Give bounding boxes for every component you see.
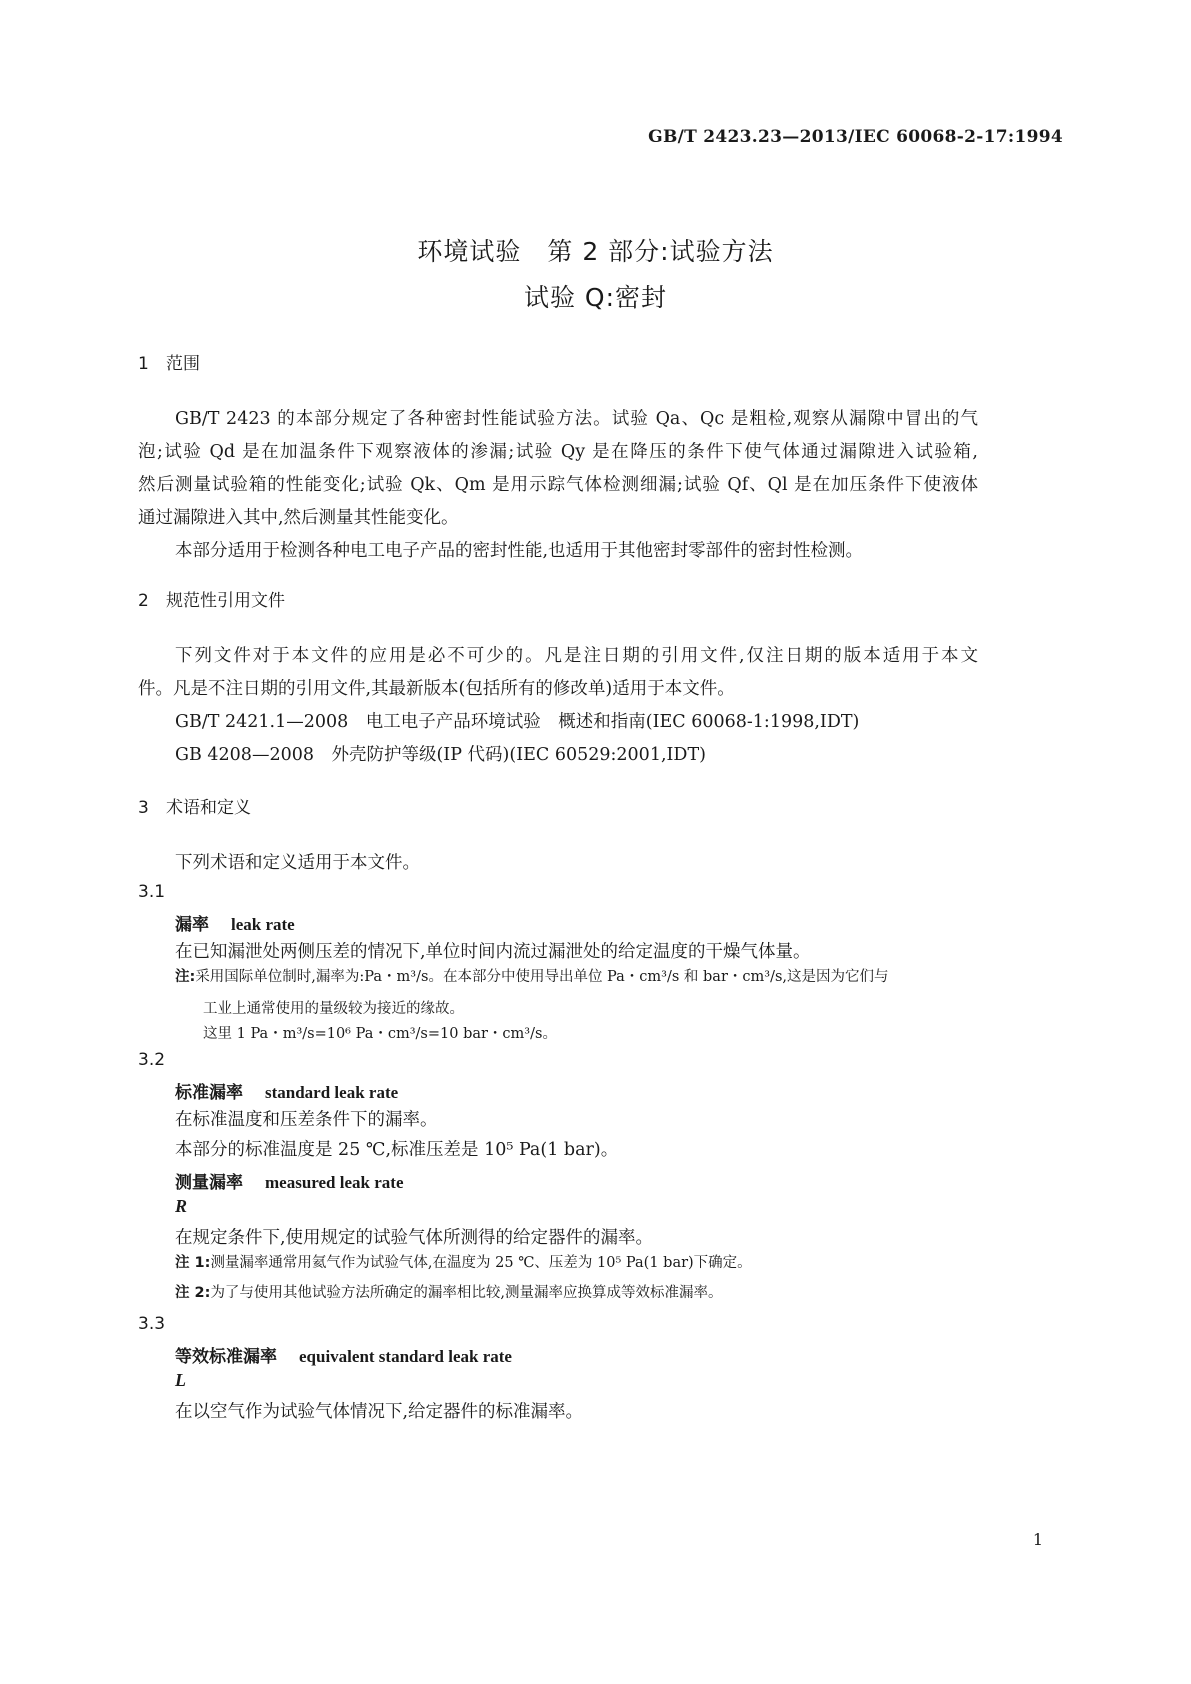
- term-english: standard leak rate: [265, 1083, 399, 1102]
- term-symbol: R: [175, 1196, 188, 1216]
- standard-code-header: GB/T 2423.23—2013/IEC 60068-2-17:1994: [648, 127, 1063, 147]
- term-standard-leak-rate: [175, 1078, 398, 1103]
- paragraph-line: 件。凡是不注日期的引用文件,其最新版本(包括所有的修改单)适用于本文件。: [138, 679, 735, 699]
- paragraph-line: 本部分适用于检测各种电工电子产品的密封性能,也适用于其他密封零部件的密封性检测。: [175, 541, 864, 561]
- term-chinese: 测量漏率: [175, 1173, 243, 1193]
- document-title-line2: 试验 Q:密封: [523, 283, 668, 312]
- definition-text: 在标准温度和压差条件下的漏率。: [175, 1110, 438, 1130]
- term-equivalent-standard-leak-rate: [175, 1342, 512, 1367]
- section-number: 2: [138, 591, 149, 611]
- reference-item: GB/T 2421.1—2008 电工电子产品环境试验 概述和指南(IEC 60068-1:1998,IDT): [175, 712, 860, 732]
- section-1-heading: [138, 349, 200, 374]
- page-number: 1: [1032, 1530, 1043, 1549]
- definition-text: 在已知漏泄处两侧压差的情况下,单位时间内流过漏泄处的给定温度的干燥气体量。: [175, 942, 811, 962]
- term-leak-rate: [175, 910, 295, 935]
- note-continuation: 这里 1 Pa・m³/s=10⁶ Pa・cm³/s=10 bar・cm³/s。: [203, 1026, 557, 1042]
- paragraph-line: 下列文件对于本文件的应用是必不可少的。凡是注日期的引用文件,仅注日期的版本适用于本文: [175, 646, 978, 666]
- definition-text: 本部分的标准温度是 25 ℃,标准压差是 10⁵ Pa(1 bar)。: [175, 1140, 619, 1160]
- note-text: 采用国际单位制时,漏率为:Pa・m³/s。在本部分中使用导出单位 Pa・cm³/s 和 bar・cm³/s,这是因为它们与: [195, 969, 889, 985]
- section-title: 范围: [166, 354, 200, 374]
- paragraph-line: 下列术语和定义适用于本文件。: [175, 853, 420, 873]
- note-label: 注 2:: [175, 1285, 211, 1301]
- note-label: 注:: [175, 969, 196, 985]
- section-number: 1: [138, 354, 149, 374]
- term-chinese: 标准漏率: [175, 1083, 243, 1103]
- document-title-line1: 环境试验 第 2 部分:试验方法: [417, 237, 774, 266]
- term-english: measured leak rate: [265, 1173, 404, 1192]
- note: [175, 962, 889, 992]
- reference-item: GB 4208—2008 外壳防护等级(IP 代码)(IEC 60529:2001,IDT): [175, 745, 706, 765]
- section-2-heading: [138, 586, 285, 611]
- term-english: equivalent standard leak rate: [299, 1347, 512, 1366]
- note-text: 为了与使用其他试验方法所确定的漏率相比较,测量漏率应换算成等效标准漏率。: [210, 1285, 723, 1301]
- term-chinese: 漏率: [175, 915, 209, 935]
- definition-text: 在规定条件下,使用规定的试验气体所测得的给定器件的漏率。: [175, 1228, 654, 1248]
- term-measured-leak-rate: [175, 1168, 404, 1193]
- paragraph-line: 通过漏隙进入其中,然后测量其性能变化。: [138, 508, 459, 528]
- section-title: 术语和定义: [166, 798, 251, 818]
- definition-text: 在以空气作为试验气体情况下,给定器件的标准漏率。: [175, 1402, 584, 1422]
- subclause-number: 3.3: [138, 1314, 166, 1334]
- term-chinese: 等效标准漏率: [175, 1347, 277, 1367]
- section-3-heading: [138, 793, 251, 818]
- note-label: 注 1:: [175, 1255, 211, 1271]
- term-symbol: L: [175, 1370, 186, 1390]
- term-english: leak rate: [231, 915, 295, 934]
- note: [175, 1278, 723, 1308]
- section-title: 规范性引用文件: [166, 591, 285, 611]
- note-continuation: 工业上通常使用的量级较为接近的缘故。: [203, 1001, 464, 1017]
- note: [175, 1248, 752, 1278]
- note-text: 测量漏率通常用氦气作为试验气体,在温度为 25 ℃、压差为 10⁵ Pa(1 bar)下确定。: [210, 1255, 752, 1271]
- section-number: 3: [138, 798, 149, 818]
- subclause-number: 3.2: [138, 1050, 166, 1070]
- subclause-number: 3.1: [138, 882, 166, 902]
- paragraph-line: GB/T 2423 的本部分规定了各种密封性能试验方法。试验 Qa、Qc 是粗检,观察从漏隙中冒出的气: [175, 409, 978, 429]
- paragraph-line: 泡;试验 Qd 是在加温条件下观察液体的渗漏;试验 Qy 是在降压的条件下使气体通过漏隙进入试验箱,: [138, 442, 978, 462]
- paragraph-line: 然后测量试验箱的性能变化;试验 Qk、Qm 是用示踪气体检测细漏;试验 Qf、Ql 是在加压条件下使液体: [138, 475, 978, 495]
